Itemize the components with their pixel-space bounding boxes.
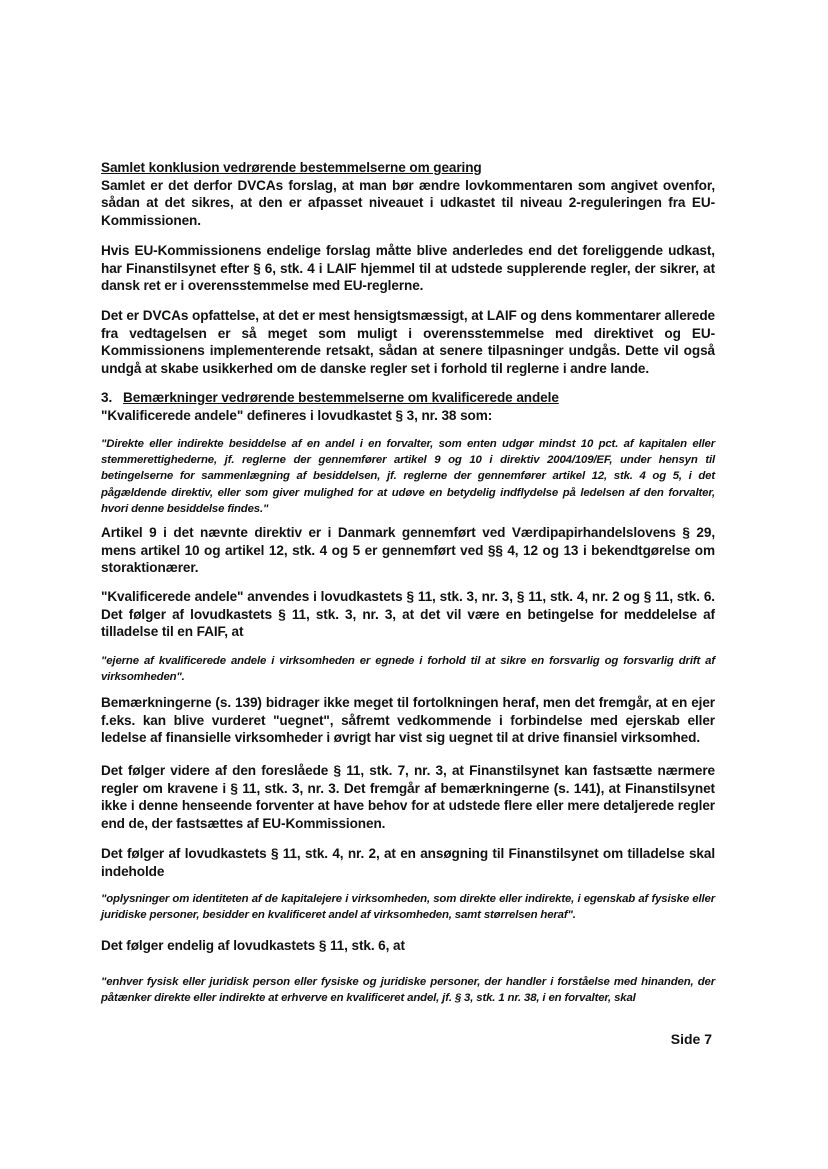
quote-definition: "Direkte eller indirekte besiddelse af en andel i en forvalter, som enten udgør mindst 10 pct. af kapitalen eller stemmerettighederne, jf. reglerne der gennemfører artikel 9 og 10 i direktiv 2004/109/EF, under hensyn til betingelserne for sammenlægning af besiddelsen, jf. reglerne der gennemfører artikel 12, stk. 4 og 5, i det pågældende direktiv, eller som giver mulighed for at udøve en betydelig indflydelse på ledelsen af den forvalter, hvori denne besiddelse findes." [101, 438, 715, 515]
section-3-block [101, 389, 715, 424]
paragraph-stk-6: Det følger endelig af lovudkastets § 11, stk. 6, at [101, 938, 405, 953]
conclusion-paragraph-3: Det er DVCAs opfattelse, at det er mest hensigtsmæssigt, at LAIF og dens kommentarer allerede fra vedtagelsen er så meget som muligt i overensstemmelse med direktivet og EU-Kommissionens implementerende retsakt, sådan at senere tilpasninger undgås. Dette vil også undgå at skabe usikkerhed om de danske regler set i forhold til reglerne i andre lande. [101, 308, 715, 377]
paragraph-artikel-9: Artikel 9 i det nævnte direktiv er i Danmark gennemført ved Værdipapirhandelslovens § 29, mens artikel 10 og artikel 12, stk. 4 og 5 er gennemført ved §§ 4, 12 og 13 i bekendtgørelse om storaktionærer. [101, 525, 715, 576]
section-3-heading [101, 389, 715, 407]
conclusion-heading: Samlet konklusion vedrørende bestemmelserne om gearing [101, 160, 482, 175]
section-number: 3. [101, 390, 113, 405]
paragraph-anvendes: "Kvalificerede andele" anvendes i lovudkastets § 11, stk. 3, nr. 3, § 11, stk. 4, nr. 2 og § 11, stk. 6. Det følger af lovudkastets § 11, stk. 3, nr. 3, at det vil være en betingelse for meddelelse af tilladelse til en FAIF, at [101, 589, 715, 640]
quote-oplysninger: "oplysninger om identiteten af de kapitalejere i virksomheden, som direkte eller indirekte, i egenskab af fysiske eller juridiske personer, besidder en kvalificeret andel af virksomheden, samt størrelsen heraf". [101, 893, 715, 922]
section-title: Bemærkninger vedrørende bestemmelserne om kvalificerede andele [123, 390, 559, 405]
paragraph-videre: Det følger videre af den foreslåede § 11, stk. 7, nr. 3, at Finanstilsynet kan fastsætte nærmere regler om kravene i § 11, stk. 3, nr. 3. Det fremgår af bemærkningerne (s. 141), at Finanstilsynet ikke i denne henseende forventer at have behov for at udstede flere eller mere detaljerede regler end de, der fastsættes af EU-Kommissionen. [101, 763, 715, 832]
paragraph-bemaerkningerne: Bemærkningerne (s. 139) bidrager ikke meget til fortolkningen heraf, men det fremgår, at en ejer f.eks. kan blive vurderet "uegnet", såfremt vedkommende i forbindelse med ejerskab eller ledelse af finansielle virksomheder i øvrigt har vist sig uegnet til at drive finansiel virksomhed. [101, 695, 715, 746]
quote-enhver: "enhver fysisk eller juridisk person eller fysiske og juridiske personer, der handler i forståelse med hinanden, der påtænker direkte eller indirekte at erhverve en kvalificeret andel, jf. § 3, stk. 1 nr. 38, i en forvalter, skal [101, 976, 715, 1005]
quote-ejerne: "ejerne af kvalificerede andele i virksomheden er egnede i forhold til at sikre en forsvarlig og forsvarlig drift af virksomheden". [101, 655, 715, 684]
conclusion-block [101, 159, 715, 230]
conclusion-paragraph-1: Samlet er det derfor DVCAs forslag, at man bør ændre lovkommentaren som angivet ovenfor, sådan at det sikres, at den er afpasset niveauet i udkastet til niveau 2-reguleringen fra EU-Kommissionen. [101, 177, 715, 229]
section-3-intro: "Kvalificerede andele" defineres i lovudkastet § 3, nr. 38 som: [101, 407, 493, 423]
conclusion-paragraph-2: Hvis EU-Kommissionens endelige forslag måtte blive anderledes end det foreliggende udkast, har Finanstilsynet efter § 6, stk. 4 i LAIF hjemmel til at udstede supplerende regler, der sikrer, at dansk ret er i overensstemmelse med EU-reglerne. [101, 243, 715, 294]
paragraph-stk-4: Det følger af lovudkastets § 11, stk. 4, nr. 2, at en ansøgning til Finanstilsynet om tilladelse skal indeholde [101, 846, 715, 879]
page-number: Side 7 [670, 1031, 712, 1047]
